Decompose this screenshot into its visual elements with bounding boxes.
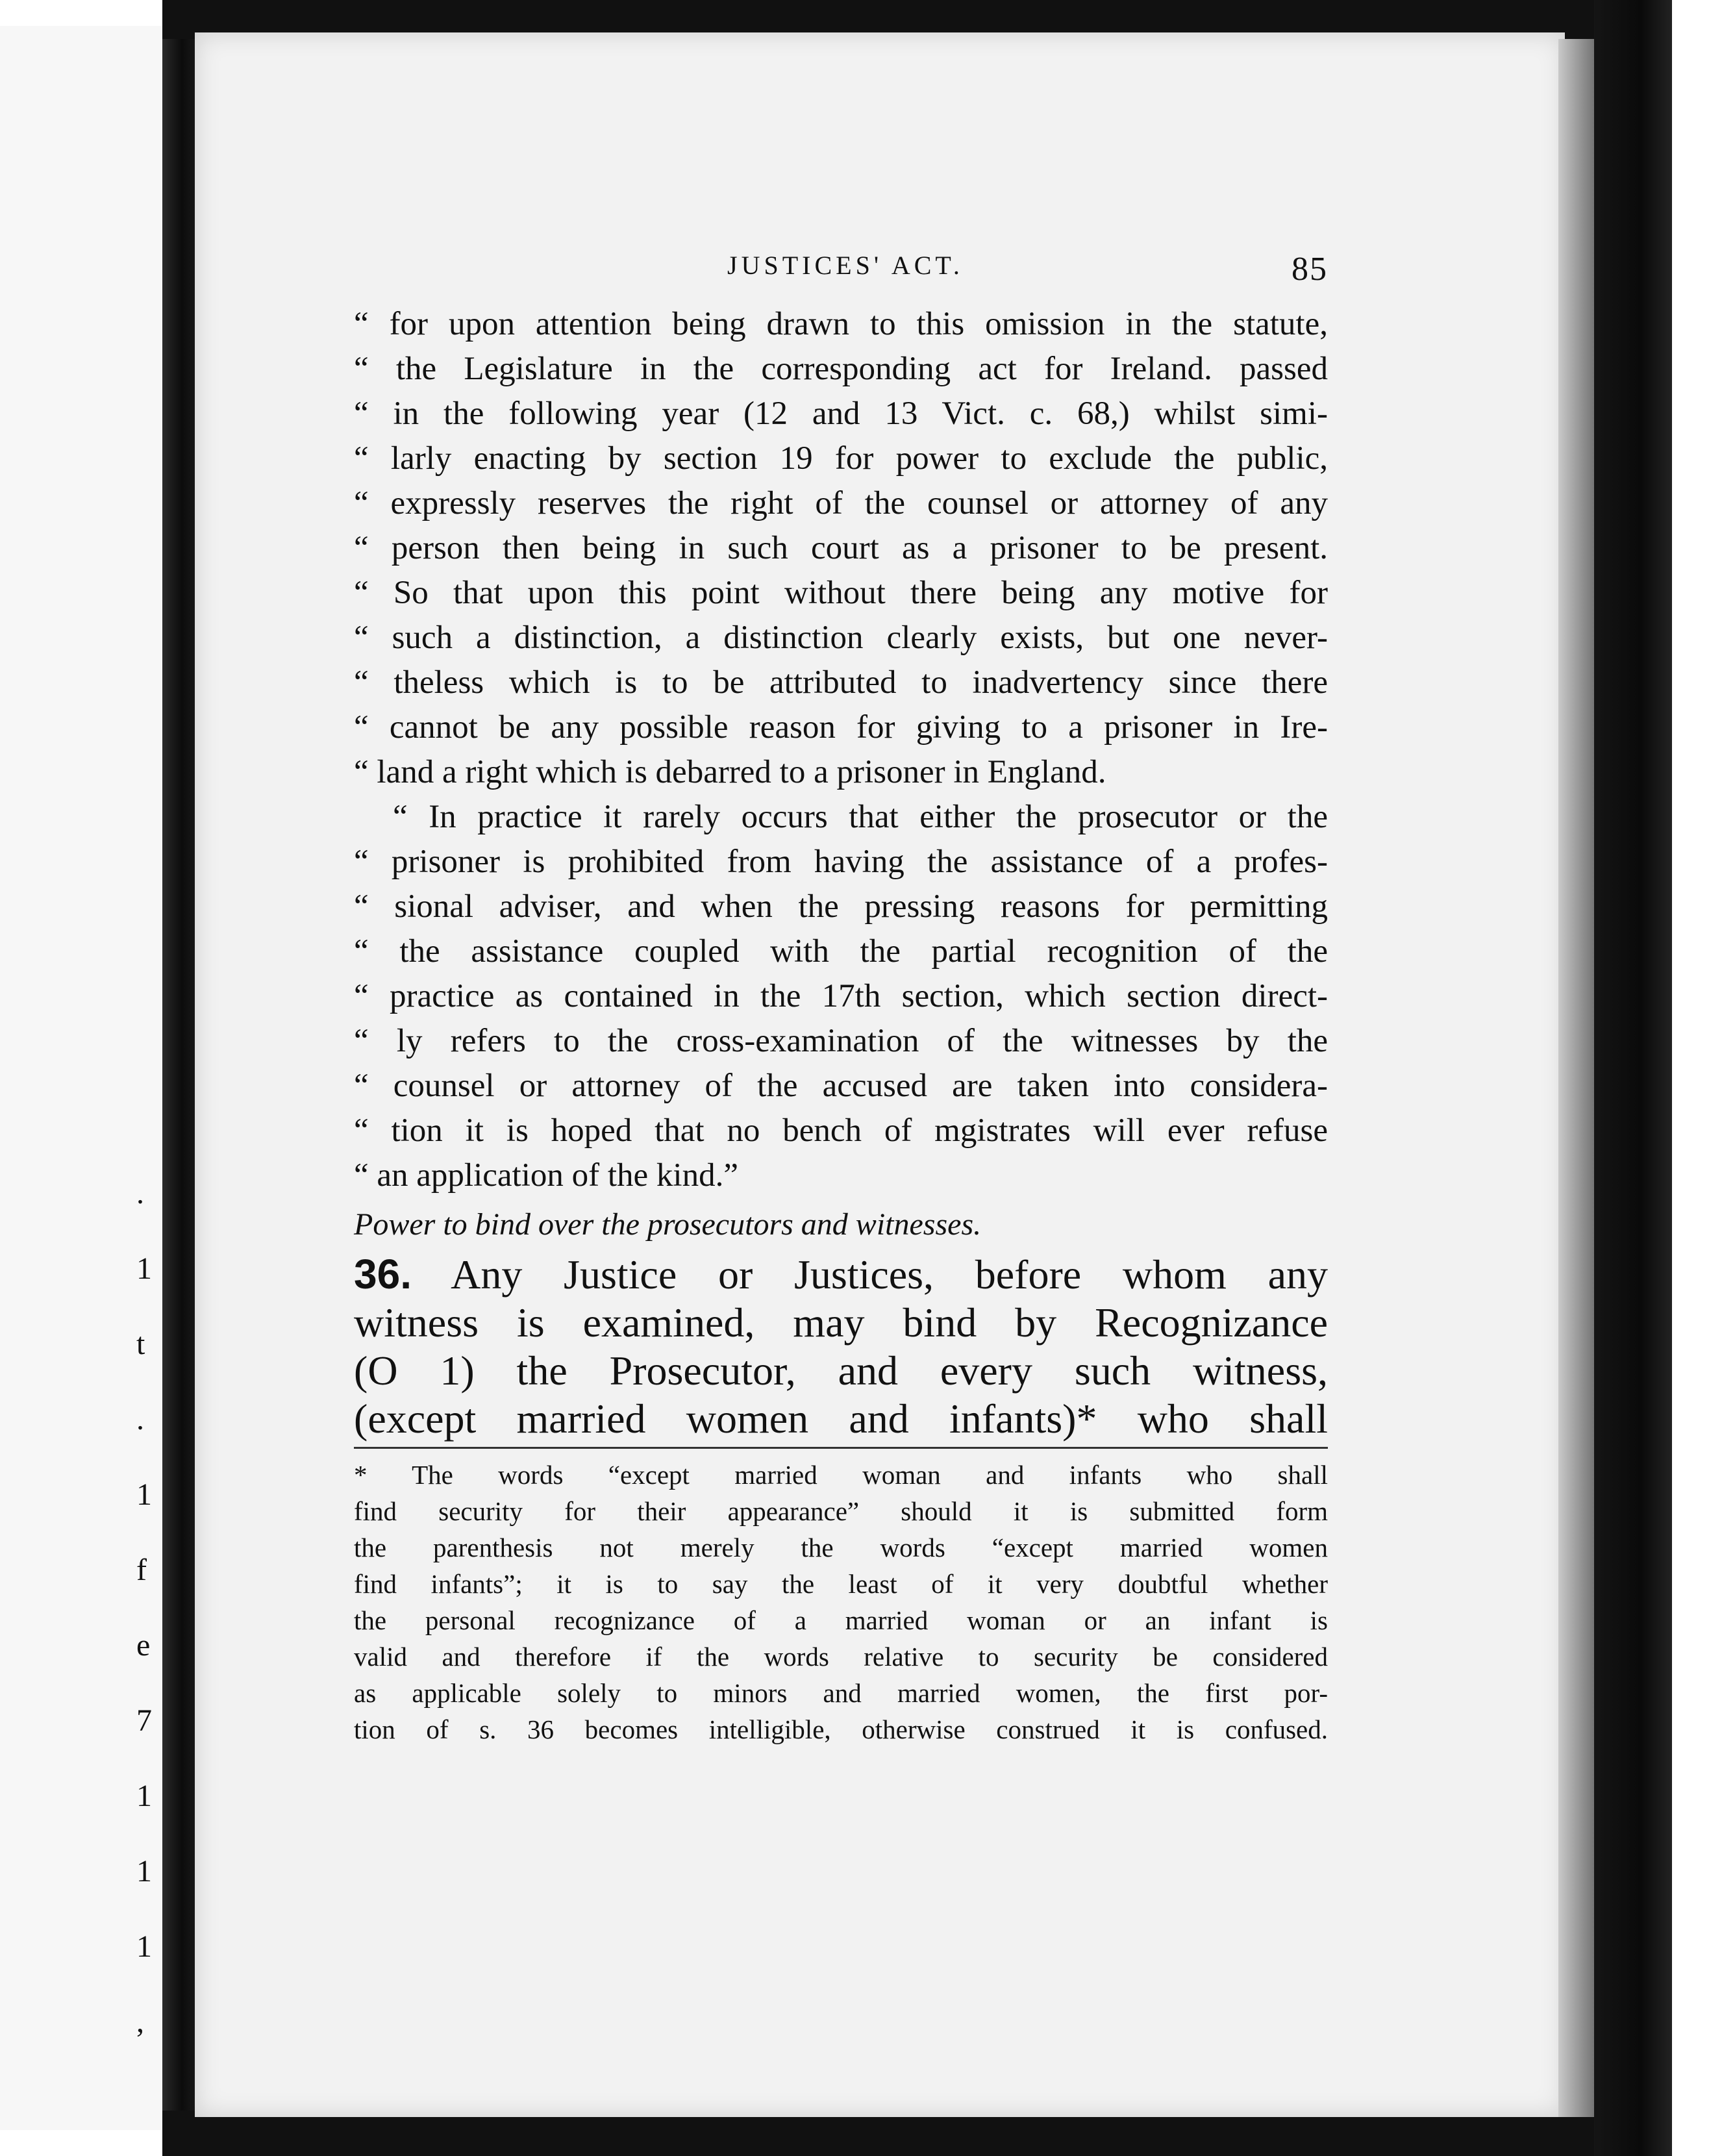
section-line: witness is examined, may bind by Recognizance <box>354 1299 1328 1346</box>
footnote-line: valid and therefore if the words relative to security be considered <box>354 1642 1328 1672</box>
quote-line: “ So that upon this point without there being any motive for <box>354 575 1328 611</box>
section-line: (O 1) the Prosecutor, and every such witness, <box>354 1348 1328 1394</box>
footnote-line: * The words “except married woman and infants who shall <box>354 1460 1328 1490</box>
quote-line: “ the Legislature in the corresponding act for Ireland. passed <box>354 351 1328 387</box>
quote-line: “ practice as contained in the 17th section, which section direct- <box>354 978 1328 1014</box>
quote-line: “ an application of the kind.” <box>354 1157 738 1194</box>
running-head-title: JUSTICES' ACT. <box>727 251 964 280</box>
page-text <box>354 250 1328 1748</box>
quote-line: “ person then being in such court as a prisoner to be present. <box>354 530 1328 566</box>
quote-line: “ the assistance coupled with the partial recognition of the <box>354 933 1328 970</box>
quote-line: “ such a distinction, a distinction clearly exists, but one never- <box>354 620 1328 656</box>
quote-line: “ theless which is to be attributed to inadvertency since there <box>354 664 1328 701</box>
quote-line: “ land a right which is debarred to a prisoner in England. <box>354 754 1106 790</box>
quote-line: “ expressly reserves the right of the counsel or attorney of any <box>354 485 1328 521</box>
left-page-fragments <box>136 1156 162 2060</box>
left-fragment: 1 <box>136 1251 152 1286</box>
scan-bottom-border <box>162 2111 1675 2156</box>
left-fragment: 1 <box>136 1779 152 1813</box>
section-36 <box>354 1250 1328 1443</box>
page-edge <box>1558 39 1597 2117</box>
section-number: 36. <box>354 1251 412 1297</box>
left-fragment: t <box>136 1327 145 1361</box>
footnote-line: as applicable solely to minors and married women, the first por- <box>354 1678 1328 1708</box>
book-cover <box>1594 0 1672 2156</box>
footnote-line: find infants”; it is to say the least of it very doubtful whether <box>354 1569 1328 1599</box>
quote-line: “ prisoner is prohibited from having the assistance of a profes- <box>354 844 1328 880</box>
footnote-line: the personal recognizance of a married woman or an infant is <box>354 1605 1328 1635</box>
left-fragment: 7 <box>136 1703 152 1738</box>
section-line <box>354 1250 1328 1299</box>
marginal-heading: Power to bind over the prosecutors and witnesses. <box>354 1207 982 1242</box>
page-number: 85 <box>1292 251 1328 288</box>
quote-line: “ in the following year (12 and 13 Vict. c. 68,) whilst simi- <box>354 395 1328 432</box>
left-fragment: 1 <box>136 1477 152 1512</box>
quote-line: “ ly refers to the cross-examination of the witnesses by the <box>354 1023 1328 1059</box>
footnote-line: tion of s. 36 becomes intelligible, otherwise construed it is confused. <box>354 1714 1328 1744</box>
quotation <box>354 302 1328 1198</box>
left-fragment: f <box>136 1553 147 1587</box>
left-fragment: 1 <box>136 1929 152 1964</box>
quote-line: “ for upon attention being drawn to this omission in the statute, <box>354 306 1328 342</box>
running-head <box>354 250 1328 295</box>
quote-line: “ cannot be any possible reason for giving to a prisoner in Ire- <box>354 709 1328 746</box>
scan-margin-right <box>1672 0 1722 2156</box>
left-fragment: . <box>136 1176 144 1210</box>
left-fragment: , <box>136 2005 144 2039</box>
quote-line: “ counsel or attorney of the accused are taken into considera- <box>354 1068 1328 1104</box>
quote-line: “ In practice it rarely occurs that either the prosecutor or the <box>393 799 1328 835</box>
left-fragment: e <box>136 1628 151 1662</box>
section-line-text: Any Justice or Justices, before whom any <box>451 1251 1329 1297</box>
quote-line: “ tion it is hoped that no bench of mgistrates will ever refuse <box>354 1112 1328 1149</box>
footnote-rule <box>354 1447 1328 1449</box>
left-fragment: 1 <box>136 1854 152 1888</box>
left-fragment: . <box>136 1402 144 1436</box>
quote-line: “ larly enacting by section 19 for power to exclude the public, <box>354 440 1328 477</box>
section-line: (except married women and infants)* who shall <box>354 1396 1328 1442</box>
quote-line: “ sional adviser, and when the pressing reasons for permitting <box>354 888 1328 925</box>
footnote-line: the parenthesis not merely the words “except married women <box>354 1533 1328 1562</box>
footnote-line: find security for their appearance” should it is submitted form <box>354 1496 1328 1526</box>
footnote <box>354 1457 1328 1748</box>
